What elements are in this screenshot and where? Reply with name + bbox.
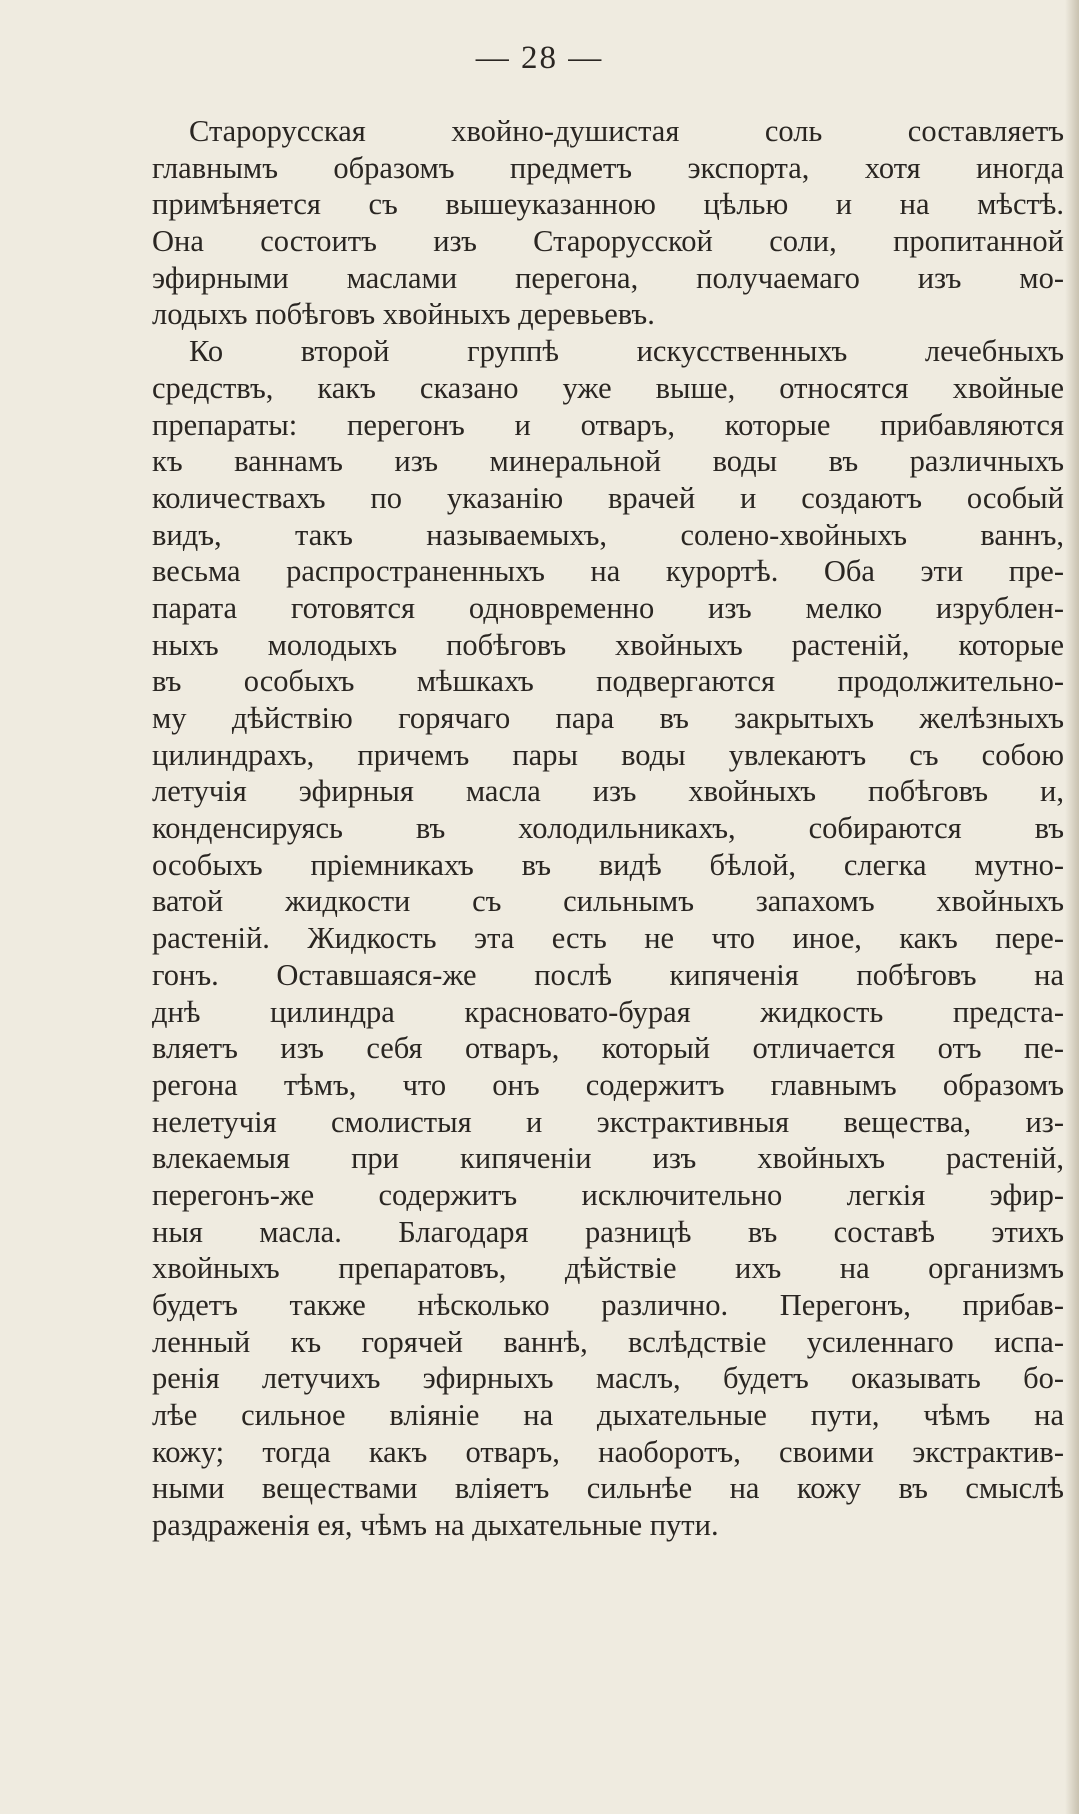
text-line: гонъ. Оставшаяся-же послѣ кипяченія побѣговъ на [152, 957, 1064, 992]
text-line: эфирными маслами перегона, получаемаго изъ мо- [152, 260, 1064, 295]
text-line: весьма распространенныхъ на курортѣ. Оба эти пре- [152, 554, 1064, 589]
text-line: перегонъ-же содержитъ исключительно легкія эфир- [152, 1177, 1064, 1212]
text-line: летучія эфирныя масла изъ хвойныхъ побѣговъ и, [152, 774, 1064, 809]
text-line: лодыхъ побѣговъ хвойныхъ деревьевъ. [152, 297, 655, 332]
text-line: главнымъ образомъ предметъ экспорта, хотя иногда [152, 150, 1064, 185]
body-text [152, 113, 1064, 1544]
text-line: Ко второй группѣ искусственныхъ лечебныхъ [189, 334, 1064, 369]
text-line: ренія летучихъ эфирныхъ маслъ, будетъ оказывать бо- [152, 1361, 1064, 1396]
text-line: къ ваннамъ изъ минеральной воды въ различныхъ [152, 444, 1064, 479]
text-line: раздраженія ея, чѣмъ на дыхательные пути. [152, 1508, 719, 1543]
page-edge-shadow [1065, 0, 1079, 1814]
text-line: парата готовятся одновременно изъ мелко изрублен- [152, 590, 1064, 625]
text-line: будетъ также нѣсколько различно. Перегонъ, прибав- [152, 1288, 1064, 1322]
text-line: ленный къ горячей ваннѣ, вслѣдствіе усиленнаго испа- [152, 1324, 1064, 1359]
paragraph [152, 333, 1064, 1544]
text-line: му дѣйствію горячаго пара въ закрытыхъ желѣзныхъ [152, 701, 1064, 735]
text-line: кожу; тогда какъ отваръ, наоборотъ, своими экстрактив- [152, 1434, 1064, 1469]
text-line: ныя масла. Благодаря разницѣ въ составѣ этихъ [152, 1214, 1064, 1249]
text-line: примѣняется съ вышеуказанною цѣлью и на мѣстѣ. [152, 187, 1064, 222]
text-line: нелетучія смолистыя и экстрактивныя вещества, из- [152, 1104, 1064, 1139]
text-line: въ особыхъ мѣшкахъ подвергаются продолжительно- [152, 664, 1064, 699]
text-line: лѣе сильное вліяніе на дыхательные пути, чѣмъ на [152, 1398, 1064, 1433]
text-line: Старорусская хвойно-душистая соль составляетъ [189, 114, 1064, 148]
text-line: цилиндрахъ, причемъ пары воды увлекаютъ съ собою [152, 737, 1064, 772]
text-line: видъ, такъ называемыхъ, солено-хвойныхъ ваннъ, [152, 517, 1064, 552]
text-line: ными веществами вліяетъ сильнѣе на кожу въ смыслѣ [152, 1471, 1064, 1506]
text-line: конденсируясь въ холодильникахъ, собираются въ [152, 811, 1064, 846]
text-line: особыхъ пріемникахъ въ видѣ бѣлой, слегка мутно- [152, 847, 1064, 882]
text-line: ватой жидкости съ сильнымъ запахомъ хвойныхъ [152, 884, 1064, 919]
text-line: хвойныхъ препаратовъ, дѣйствіе ихъ на организмъ [152, 1251, 1064, 1286]
text-line: препараты: перегонъ и отваръ, которые прибавляются [152, 407, 1064, 442]
page-number: — 28 — [475, 40, 604, 76]
text-line: Она состоитъ изъ Старорусской соли, пропитанной [152, 224, 1064, 259]
text-line: влекаемыя при кипяченіи изъ хвойныхъ растеній, [152, 1141, 1064, 1176]
text-line: средствъ, какъ сказано уже выше, относятся хвойные [152, 370, 1064, 405]
text-line: регона тѣмъ, что онъ содержитъ главнымъ образомъ [152, 1067, 1064, 1102]
text-line: растеній. Жидкость эта есть не что иное, какъ пере- [152, 921, 1064, 956]
text-line: ныхъ молодыхъ побѣговъ хвойныхъ растеній, которые [152, 627, 1064, 662]
text-line: днѣ цилиндра красновато-бурая жидкость предста- [152, 994, 1064, 1029]
text-line: количествахъ по указанію врачей и создаютъ особый [152, 480, 1064, 515]
text-line: вляетъ изъ себя отваръ, который отличается отъ пе- [152, 1031, 1064, 1066]
paragraph [152, 113, 1064, 333]
